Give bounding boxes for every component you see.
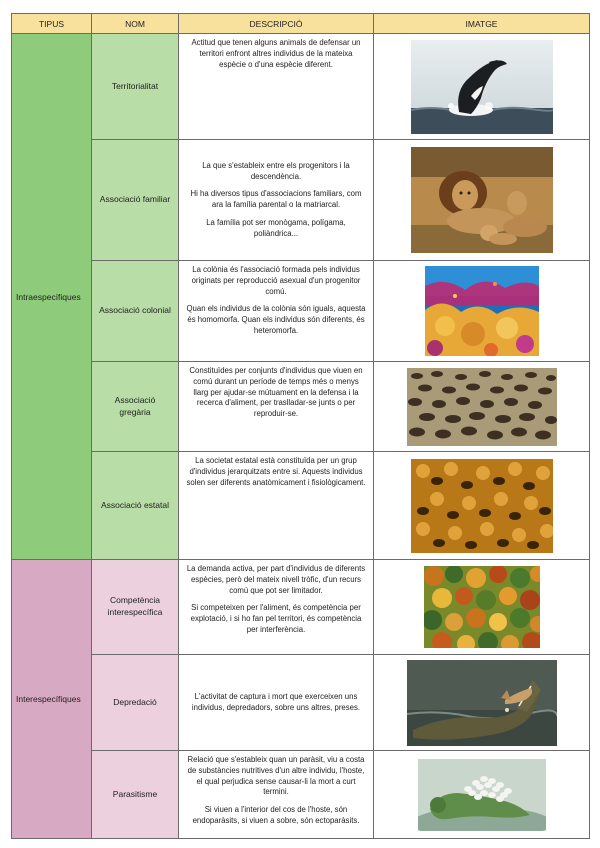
row-description <box>179 362 374 452</box>
table-row <box>12 261 590 362</box>
description-paragraph: Si viuen a l'interior del cos de l'hoste, són endoparàsits, si viuen a sobre, són ectoparàsits. <box>192 805 360 825</box>
orca-breaching-image <box>411 40 553 134</box>
row-name: Associació colonial <box>92 261 179 362</box>
description-paragraph: Relació que s'estableix quan un paràsit, viu a costa de substàncies nutritives d'un altre individu, l'hoste, el qual perjudica sense causar-li la mort a curt termini. <box>187 755 365 797</box>
honeybee-colony-image <box>411 459 553 553</box>
header-tipus: TIPUS <box>12 14 92 34</box>
row-name: Competència interespecífica <box>92 560 179 655</box>
row-name: Associació gregària <box>92 362 179 452</box>
parasitized-caterpillar-image <box>418 759 546 831</box>
row-image-cell <box>374 655 590 751</box>
row-name: Territorialitat <box>92 34 179 140</box>
row-description <box>179 140 374 261</box>
table-row <box>12 452 590 560</box>
header-descripcio: DESCRIPCIÓ <box>179 14 374 34</box>
header-row <box>12 14 590 34</box>
group-intraspecific: Intraespecífiques <box>12 34 92 560</box>
lion-family-image <box>411 147 553 253</box>
row-image-cell <box>374 140 590 261</box>
row-image-cell <box>374 560 590 655</box>
header-nom: NOM <box>92 14 179 34</box>
description-paragraph: La societat estatal està constituïda per un grup d'individus jerarquitzats entre si. Aquests individus solen ser diferents anatòmicament i fisiològicament. <box>186 456 366 487</box>
description-paragraph: Constituïdes per conjunts d'individus que viuen en comú durant un període de temps més o menys llarg per ajudar-se mútuament en la defensa i la recerca d'aliment, per traslladar-se junts o per reproduir-se. <box>189 366 363 418</box>
crocodile-predation-image <box>407 660 557 746</box>
row-name: Parasitisme <box>92 751 179 839</box>
description-paragraph: La família pot ser monògama, polígama, poliàndrica... <box>206 217 346 238</box>
table-row <box>12 560 590 655</box>
row-description <box>179 261 374 362</box>
table-row <box>12 34 590 140</box>
description-paragraph: La demanda activa, per part d'individus de diferents espècies, però del mateix nivell tròfic, d'un recurs comú que pot ser limitador. <box>186 564 366 595</box>
row-image-cell <box>374 34 590 140</box>
row-image-cell <box>374 261 590 362</box>
group-interspecific: Interespecífiques <box>12 560 92 839</box>
row-image-cell <box>374 452 590 560</box>
description-paragraph: La colònia és l'associació formada pels individus originats per reproducció asexual d'un progenitor comú. <box>191 265 361 296</box>
row-name: Associació estatal <box>92 452 179 560</box>
description-paragraph: La que s'estableix entre els progenitors i la descendència. <box>202 160 350 181</box>
row-image-cell <box>374 751 590 839</box>
autumn-forest-image <box>424 566 540 648</box>
description-paragraph: Quan els individus de la colònia són iguals, aquesta és homomorfa. Quan els individus són diferents, és heteromorfa. <box>186 304 366 335</box>
coral-reef-image <box>425 266 539 356</box>
buffalo-herd-image <box>407 368 557 446</box>
row-description <box>179 34 374 140</box>
description-paragraph: Si competeixen per l'aliment, és competència per explotació, i si ho fan pel territori, és competència per interferència. <box>190 603 362 634</box>
description-paragraph: Hi ha diversos tipus d'associacions familiars, com ara la família parental o la matriarcal. <box>190 189 362 209</box>
description-paragraph: L'activitat de captura i mort que exerceixen uns individus, depredadors, sobre uns altres, preses. <box>191 691 361 712</box>
table-row <box>12 655 590 751</box>
table-row <box>12 751 590 839</box>
row-description <box>179 751 374 839</box>
row-description <box>179 655 374 751</box>
table-row <box>12 140 590 261</box>
row-image-cell <box>374 362 590 452</box>
description-paragraph: Actitud que tenen alguns animals de defensar un territori enfront altres individus de la mateixa espècie o d'una espècie diferent. <box>191 38 361 69</box>
row-name: Depredació <box>92 655 179 751</box>
row-description <box>179 452 374 560</box>
relations-table <box>11 13 590 839</box>
row-name: Associació familiar <box>92 140 179 261</box>
row-description <box>179 560 374 655</box>
table-row <box>12 362 590 452</box>
header-imatge: IMATGE <box>374 14 590 34</box>
